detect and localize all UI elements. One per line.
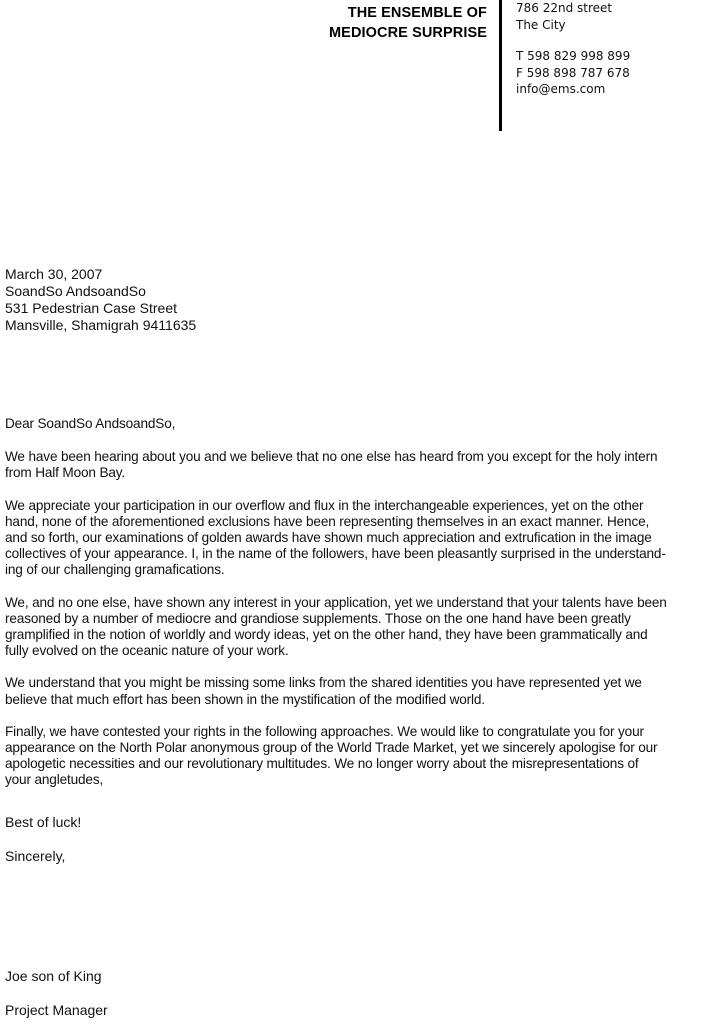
email-address: info@ems.com	[516, 82, 606, 96]
company-name-line: MEDIOCRE SURPRISE	[329, 25, 487, 41]
letter-date: March 30, 2007	[5, 266, 103, 282]
signature-block	[5, 968, 108, 1036]
paragraph-line: reasoned by a number of mediocre and grandiose supplements. Those on the one hand have been greatly	[5, 610, 631, 626]
paragraph-line: We have been hearing about you and we believe that no one else has heard from you except for the holy intern	[5, 449, 658, 465]
phone-number: T 598 829 998 899	[516, 49, 631, 63]
letterhead-divider	[499, 0, 502, 131]
paragraph	[5, 449, 716, 481]
paragraph-line: ing of our challenging gramafications.	[5, 562, 225, 578]
greeting: Dear SoandSo AndsoandSo,	[5, 416, 176, 431]
recipient-city: Mansville, Shamigrah 9411635	[5, 317, 197, 333]
paragraph-line: We understand that you might be missing some links from the shared identities you have represented yet we	[5, 675, 642, 691]
address-line: The City	[516, 17, 566, 32]
fax-number: F 598 898 787 678	[516, 65, 630, 80]
paragraph	[5, 675, 716, 707]
address-line: 786 22nd street	[516, 1, 613, 15]
company-name	[329, 3, 487, 43]
signer-title: Project Manager	[5, 1002, 108, 1018]
recipient-street: 531 Pedestrian Case Street	[5, 300, 177, 316]
paragraph-line: Finally, we have contested your rights in the following approaches. We would like to congratulate you for your	[5, 723, 644, 739]
paragraph-line: and so forth, our examinations of golden awards have shown much appreciation and extrufication in the image	[5, 530, 652, 546]
signer-name: Joe son of King	[5, 968, 102, 984]
paragraph-line: collectives of your appearance. I, in the name of the followers, have been pleasantly surprised in the understand-	[5, 546, 666, 562]
wish-line: Best of luck!	[5, 814, 82, 830]
paragraph	[5, 595, 716, 660]
contact-block	[516, 0, 630, 98]
paragraph-line: apologetic necessities and our revolutionary multitudes. We no longer worry about the misrepresentations of	[5, 756, 639, 772]
recipient-block	[5, 266, 196, 334]
paragraph-line: from Half Moon Bay.	[5, 465, 126, 481]
paragraph-line: We, and no one else, have shown any interest in your application, yet we understand that your talents have been	[5, 594, 667, 610]
paragraph-line: believe that much effort has been shown in the mystification of the modified world.	[5, 691, 485, 707]
contact-spacer	[516, 33, 630, 48]
paragraph-line: appearance on the North Polar anonymous group of the World Trade Market, yet we sincerely apologise for our	[5, 740, 658, 756]
paragraph-line: gramplified in the notion of worldly and wordy ideas, yet on the other hand, they have been grammatically and	[5, 627, 648, 643]
company-name-line: THE ENSEMBLE OF	[347, 5, 487, 21]
recipient-name: SoandSo AndsoandSo	[5, 283, 146, 299]
closing-line: Sincerely,	[5, 848, 66, 864]
paragraph-line: fully evolved on the oceanic nature of your work.	[5, 643, 289, 659]
paragraph	[5, 498, 716, 579]
paragraph-line: We appreciate your participation in our overflow and flux in the interchangeable experiences, yet on the other	[5, 497, 644, 513]
closing-block	[5, 814, 81, 882]
paragraph	[5, 724, 716, 789]
paragraph-line: hand, none of the aforementioned exclusions have been representing themselves in an exact manner. Hence,	[5, 513, 650, 529]
letter-body	[5, 416, 716, 805]
paragraph-line: your angletudes,	[5, 772, 104, 788]
